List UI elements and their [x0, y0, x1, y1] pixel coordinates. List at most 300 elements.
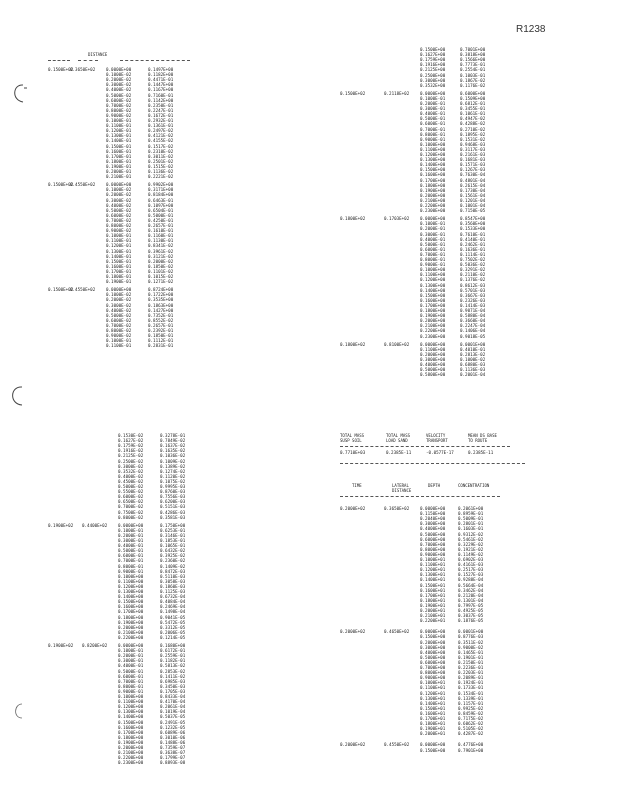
table-cell: 0.2554E-01 [460, 67, 486, 73]
table-cell: 0.1916E+00 [420, 62, 446, 68]
table-cell: 0.3291E-02 [460, 267, 486, 273]
table-cell: 0.1112E-01 [148, 338, 174, 344]
table-cell: 0.2350E-01 [148, 102, 174, 108]
table-cell: 0.8000E-02 [118, 514, 144, 520]
table-cell: 0.1125E-03 [160, 589, 186, 594]
table-cell: 0.8000E-01 [420, 257, 446, 262]
table-cell: 0.5664E-04 [458, 582, 484, 588]
table-cell: 0.9902E+00 [148, 182, 174, 188]
table-cell: 0.1200E-01 [106, 128, 132, 134]
table-cell: 0.1400E+01 [420, 700, 446, 706]
table-cell: 0.2040E+00 [420, 516, 446, 522]
table-cell: 0.5000E-02 [106, 207, 132, 213]
table-cell: 0.6463E-01 [148, 197, 174, 203]
table-cell: 0.1000E-01 [118, 648, 144, 654]
table-cell: 0.2000E+01 [420, 731, 446, 737]
table-cell: 0.3037E-05 [458, 613, 484, 619]
table-cell: 0.1509E+00 [460, 95, 486, 101]
table-cell: 0.6000E+00 [420, 659, 446, 665]
table-cell: 0.9288E-04 [458, 577, 484, 583]
table-cell: 0.0000E+00 [106, 287, 132, 293]
table-cell: 0.8000E+00 [420, 546, 446, 552]
table-cell: 0.2392E-01 [148, 328, 174, 333]
table-cell: 0.2801E-01 [458, 521, 484, 527]
table-cell: 0.1100E+01 [420, 685, 446, 691]
table-cell: 0.1000E+00 [118, 694, 144, 699]
table-cell: 0.2000E-01 [420, 101, 446, 106]
group-depth: 0.1500E+02 [48, 67, 74, 72]
table-cell: 0.1700E+01 [420, 716, 446, 721]
table-cell: 0.1414E-03 [460, 302, 486, 308]
table-cell: 0.6000E-02 [106, 212, 132, 218]
table-cell: 0.1636E-01 [460, 246, 486, 252]
table-cell: 0.5037E-05 [160, 714, 186, 720]
table-cell: 0.1571E-03 [460, 162, 486, 168]
table-cell: 0.1100E+00 [420, 272, 446, 278]
table-cell: 0.0000E+00 [118, 643, 144, 648]
group-distance: 0.8200E+02 [82, 643, 108, 648]
table-cell: 0.1150E+00 [420, 511, 446, 517]
table-cell: 0.6732E-04 [160, 594, 186, 600]
table-cell: 0.9000E-02 [106, 228, 132, 234]
table-cell: 0.1176E-02 [460, 82, 486, 88]
table-cell: 0.1267E-03 [460, 167, 486, 173]
table-cell: 0.3535E+00 [148, 297, 174, 303]
table-cell: 0.7000E-01 [118, 678, 144, 684]
table-cell: 0.1160E-01 [148, 233, 174, 239]
table-cell: 0.1200E+00 [420, 277, 446, 283]
table-cell: 0.1400E+00 [420, 162, 446, 168]
table-cell: 0.1900E-01 [106, 279, 132, 285]
table-cell: 0.1637E-02 [160, 443, 186, 449]
table-cell: 0.1101E-02 [148, 268, 174, 274]
table-cell: 0.1500E+00 [118, 599, 144, 605]
table-cell: 0.1876E-05 [458, 618, 484, 624]
group-distance: 0.4400E+02 [82, 522, 108, 528]
table-cell: 0.1114E-01 [460, 251, 486, 257]
summary-header: VELOCITY [426, 433, 446, 438]
table-cell: 0.1900E+01 [420, 602, 446, 608]
table-cell: 0.1700E-01 [106, 153, 132, 159]
table-cell: 0.1075E-02 [160, 478, 186, 484]
table-cell: 0.1530E-02 [118, 433, 144, 438]
table-cell: 0.2853E-02 [160, 668, 186, 674]
table-cell: 0.1149E-02 [458, 551, 484, 557]
table-cell: 0.0001E+00 [458, 629, 484, 635]
table-cell: 0.2831E-01 [148, 343, 174, 349]
table-cell: 0.1300E-01 [106, 248, 132, 254]
table-cell: 0.4140E-01 [460, 236, 486, 242]
table-cell: 0.4000E-01 [118, 543, 144, 549]
table-cell: 0.1500E+00 [420, 47, 446, 52]
summary-header: TRANSPORT [426, 438, 448, 443]
group-distance: 0.4550E+02 [70, 182, 96, 188]
table-cell: 0.1142E+00 [148, 97, 174, 103]
table-cell: 0.1488E-06 [160, 739, 186, 745]
table-cell: 0.2657E-01 [148, 223, 174, 228]
table-cell: 0.2559E-01 [160, 653, 186, 659]
table-cell: 0.4000E-02 [118, 473, 144, 479]
table-cell: 0.3000E-01 [420, 231, 446, 237]
table-cell: 0.9468E-03 [460, 141, 486, 147]
group-distance: 0.3650E+02 [384, 506, 410, 511]
table-cell: 0.5000E-01 [420, 116, 446, 122]
table-cell: 0.2000E+00 [118, 624, 144, 630]
table-cell: 0.2517E-03 [458, 567, 484, 573]
table-cell: 0.8459E-02 [458, 710, 484, 716]
table-cell: 0.1339E-01 [458, 695, 484, 701]
table-cell: 0.1200E+01 [420, 567, 446, 573]
table-cell: 0.9000E+00 [420, 675, 446, 681]
table-cell: 0.1003E-01 [460, 72, 486, 78]
group-depth: 0.1900E+02 [48, 643, 74, 648]
summary-header: TOTAL MASS [386, 433, 411, 438]
table-cell: 0.1500E+00 [420, 747, 446, 753]
table-cell: 0.5461E-02 [458, 536, 484, 542]
table-cell: 0.5009E-01 [458, 516, 484, 522]
table-cell: 0.7502E-02 [460, 257, 486, 262]
table-cell: 0.1900E+01 [420, 726, 446, 732]
table-cell: 0.1863E+00 [148, 302, 174, 308]
table-cell: 0.1271E-02 [148, 279, 174, 285]
table-cell: 0.6812E-01 [460, 101, 486, 106]
table-cell: 0.2326E-03 [460, 297, 486, 303]
table-cell: 0.2100E+00 [118, 629, 144, 635]
table-cell: 0.1300E+00 [420, 157, 446, 163]
table-cell: 0.1867E-02 [460, 77, 486, 83]
table-cell: 0.1000E+00 [118, 573, 144, 579]
table-cell: 0.2300E+00 [420, 208, 446, 214]
table-cell: 0.1100E+00 [118, 699, 144, 705]
group-depth: 0.1900E+02 [48, 522, 74, 528]
table-cell: 0.1000E-01 [106, 338, 132, 344]
table-cell: 0.7150E-05 [460, 208, 486, 214]
header-rule [48, 60, 70, 61]
table-cell: 0.2500E+00 [420, 72, 446, 78]
table-cell: 0.1800E-01 [106, 158, 132, 164]
table-cell: 0.0000E+00 [420, 90, 446, 96]
table-cell: 0.2125E+00 [420, 67, 446, 73]
table-cell: 0.1100E-01 [106, 343, 132, 349]
column-header: TIME [352, 483, 362, 488]
table-cell: 0.1400E+00 [420, 287, 446, 293]
table-cell: 0.1700E+00 [420, 177, 446, 183]
table-cell: 0.3532E+00 [420, 82, 446, 88]
table-cell: 0.1130E-01 [148, 238, 174, 244]
table-cell: 0.2000E+00 [420, 351, 446, 357]
table-cell: 0.6504E-01 [148, 207, 174, 213]
table-cell: 0.5110E-03 [160, 573, 186, 579]
table-cell: 0.1000E-02 [460, 356, 486, 362]
table-cell: 0.5500E-02 [118, 489, 144, 495]
table-cell: 0.1000E-01 [420, 221, 446, 227]
table-cell: 0.1733E-01 [458, 685, 484, 691]
table-cell: 0.1850E-02 [148, 263, 174, 269]
summary-value: -0.0577E-17 [426, 450, 454, 455]
table-cell: 0.1200E+01 [420, 690, 446, 696]
table-cell: 0.6000E+00 [460, 90, 486, 96]
table-cell: 0.1427E+00 [148, 307, 174, 313]
table-cell: 0.1400E+00 [118, 594, 144, 600]
table-cell: 0.1800E-01 [106, 274, 132, 279]
table-cell: 0.2500E-02 [118, 458, 144, 464]
table-cell: 0.4170E-04 [160, 699, 186, 705]
table-row [48, 635, 198, 640]
table-cell: 0.7610E-01 [460, 231, 486, 237]
table-cell: 0.1799E-07 [160, 755, 186, 761]
group-distance: 0.1703E+02 [384, 216, 410, 222]
table-cell: 0.8000E-01 [118, 563, 144, 569]
table-cell: 0.4000E+00 [420, 526, 446, 532]
table-cell: 0.9000E-01 [118, 568, 144, 574]
table-cell: 0.1895E-02 [460, 131, 486, 137]
table-cell: 0.4155E-02 [148, 138, 174, 144]
table-cell: 0.4471E-01 [148, 77, 174, 83]
table-cell: 0.5036E-02 [460, 262, 486, 268]
table-cell: 0.5000E-01 [118, 668, 144, 674]
table-cell: 0.7175E-02 [458, 716, 484, 721]
table-cell: 0.9000E-01 [420, 136, 446, 142]
table-cell: 0.1600E+00 [420, 297, 446, 303]
table-cell: 0.1000E+00 [420, 267, 446, 273]
table-cell: 0.6432E-02 [160, 548, 186, 554]
table-cell: 0.1533E+00 [460, 226, 486, 232]
table-cell: 0.8547E+00 [460, 216, 486, 222]
table-cell: 0.1700E+00 [118, 609, 144, 615]
table-cell: 0.4500E-02 [118, 478, 144, 484]
column-header-distance: DISTANCE [88, 52, 108, 57]
table-cell: 0.2100E-01 [106, 174, 132, 180]
table-cell: 0.3532E-02 [118, 468, 144, 474]
table-cell: 0.1182E+00 [148, 72, 174, 78]
table-cell: 0.1400E+01 [420, 577, 446, 583]
table-cell: 0.1000E-01 [118, 527, 144, 533]
table-row [48, 760, 198, 765]
table-cell: 0.1300E+00 [118, 709, 144, 715]
table-cell: 0.5800E+00 [420, 372, 446, 378]
table-cell: 0.1201E-04 [460, 197, 486, 203]
table-cell: 0.2001E-04 [460, 372, 486, 378]
table-cell: 0.1515E-02 [148, 163, 174, 169]
group-depth: 0.2000E+02 [340, 629, 366, 635]
table-cell: 0.2000E-02 [106, 297, 132, 303]
table-cell: 0.3560E+00 [460, 221, 486, 227]
table-cell: 0.2469E-04 [160, 604, 186, 610]
table-cell: 0.3000E-02 [106, 82, 132, 88]
table-cell: 0.1400E-01 [106, 253, 132, 259]
summary-header: LOAD SAND [386, 438, 408, 443]
column-header: CONCENTRATION [458, 483, 490, 488]
table-cell: 0.1000E-02 [106, 187, 132, 193]
table-cell: 0.5105E-02 [458, 726, 484, 732]
table-cell: 0.6089E-06 [160, 729, 186, 735]
table-cell: 0.2247E-04 [460, 323, 486, 329]
table-cell: 0.9000E-01 [420, 262, 446, 268]
table-cell: 0.8000E-02 [106, 107, 132, 113]
table-cell: 0.1900E-01 [106, 163, 132, 169]
table-row [48, 279, 198, 284]
table-cell: 0.2813E-02 [460, 351, 486, 357]
table-row [340, 208, 510, 213]
table-cell: 0.2236E-01 [458, 665, 484, 670]
summary-value: 0.2385E-11 [468, 450, 494, 455]
table-cell: 0.1000E-01 [106, 118, 132, 123]
table-row [340, 372, 510, 377]
table-cell: 0.1361E-01 [148, 123, 174, 129]
table-cell: 0.4000E+00 [420, 362, 446, 367]
table-cell: 0.3278E-01 [160, 433, 186, 438]
table-cell: 0.6200E-03 [160, 499, 186, 505]
table-cell: 0.2000E-01 [106, 169, 132, 174]
table-cell: 0.2000E-01 [118, 653, 144, 659]
table-cell: 0.4776E+00 [458, 742, 484, 748]
table-cell: 0.3511E-02 [458, 639, 484, 645]
table-cell: 0.1000E-01 [420, 95, 446, 101]
table-cell: 0.1376E-02 [460, 277, 486, 283]
table-cell: 0.7773E-01 [460, 62, 486, 68]
table-cell: 0.5000E+00 [420, 531, 446, 537]
table-cell: 0.5000E-01 [148, 212, 174, 218]
table-cell: 0.3011E-02 [148, 153, 174, 159]
table-cell: 0.1500E+01 [420, 582, 446, 588]
group-depth: 0.1500E+02 [48, 182, 74, 188]
table-cell: 0.4000E-01 [420, 236, 446, 242]
group-distance: 0.4550E+02 [70, 287, 96, 293]
table-cell: 0.1900E+00 [118, 619, 144, 625]
table-cell: 0.2100E+00 [420, 323, 446, 329]
table-cell: 0.3450E-03 [160, 683, 186, 689]
table-cell: 0.1600E-01 [106, 148, 132, 154]
table-cell: 0.2247E-01 [148, 107, 174, 113]
table-cell: 0.0000E+00 [420, 506, 446, 511]
table-cell: 0.1759E-02 [118, 443, 144, 449]
table-row [340, 334, 510, 339]
table-cell: 0.4000E+00 [420, 649, 446, 655]
table-cell: 0.1400E-01 [106, 138, 132, 144]
table-cell: 0.1136E-02 [148, 169, 174, 174]
table-cell: 0.2161E-03 [460, 152, 486, 157]
table-cell: 0.3925E-02 [160, 553, 186, 559]
group-depth: 0.1500E+02 [340, 90, 366, 96]
table-cell: 0.1853E-01 [160, 538, 186, 543]
table-cell: 0.6902E-03 [458, 557, 484, 562]
table-cell: 0.1000E-02 [106, 292, 132, 298]
group-distance: 0.4650E+02 [384, 629, 410, 635]
table-cell: 0.8000E-01 [420, 131, 446, 137]
table-cell: 0.2000E+00 [420, 192, 446, 198]
table-cell: 0.8893E-08 [160, 760, 186, 766]
table-cell: 0.1722E+00 [148, 292, 174, 298]
table-cell: 0.1527E-03 [458, 572, 484, 578]
table-cell: 0.0000E+00 [118, 522, 144, 528]
table-cell: 0.7849E-02 [160, 438, 186, 444]
table-cell: 0.1627E+00 [420, 52, 446, 58]
table-cell: 0.1566E+00 [460, 57, 486, 63]
table-cell: 0.4286E-03 [160, 509, 186, 515]
table-cell: 0.8959E-01 [458, 511, 484, 517]
table-cell: 0.1921E-02 [458, 546, 484, 552]
table-cell: 0.2491E-05 [160, 719, 186, 725]
table-cell: 0.1447E+00 [148, 82, 174, 88]
table-cell: 0.7901E+00 [458, 747, 484, 753]
group-depth: 0.1800E+02 [340, 341, 366, 347]
table-cell: 0.7000E-01 [420, 251, 446, 257]
table-cell: 0.8000E-02 [106, 223, 132, 228]
table-cell: 0.1000E+01 [420, 557, 446, 562]
table-cell: 0.1300E+01 [420, 572, 446, 578]
table-cell: 0.2061E-04 [160, 704, 186, 710]
table-cell: 0.2615E-04 [460, 182, 486, 188]
table-cell: 0.1561E-04 [460, 192, 486, 198]
table-cell: 0.3000E-02 [118, 463, 144, 469]
table-row [48, 343, 198, 348]
table-cell: 0.1100E-01 [106, 238, 132, 244]
table-cell: 0.1700E+00 [420, 302, 446, 308]
table-cell: 0.1531E-02 [460, 136, 486, 142]
table-cell: 0.4287E-02 [458, 731, 484, 737]
table-cell: 0.6253E-01 [160, 527, 186, 533]
table-cell: 0.4801E-04 [460, 177, 486, 183]
table-cell: 0.3171E+00 [148, 187, 174, 193]
table-cell: 0.1065E-01 [160, 543, 186, 549]
table-cell: 0.1214E-05 [160, 634, 186, 640]
table-cell: 0.7997E-05 [458, 602, 484, 608]
table-cell: 0.1167E+00 [148, 87, 174, 93]
group-distance: 0.2118E+02 [384, 90, 410, 96]
table-cell: 0.5000E-02 [106, 92, 132, 98]
group-distance: 0.4550E+02 [384, 742, 410, 748]
table-cell: 0.8000E-01 [118, 683, 144, 689]
table-cell: 0.1700E+01 [420, 592, 446, 598]
table-cell: 0.9018E-05 [460, 333, 486, 339]
table-cell: 0.1500E-01 [106, 258, 132, 264]
table-cell: 0.1800E+00 [420, 308, 446, 313]
table-cell: 0.7556E-03 [160, 494, 186, 500]
table-cell: 0.1036E-02 [160, 453, 186, 459]
table-cell: 0.5000E+00 [420, 654, 446, 660]
table-cell: 0.2089E-01 [458, 675, 484, 681]
group-depth: 0.1500E+02 [48, 287, 74, 293]
summary-header: TOTAL MASS [340, 433, 365, 438]
summary-rule [340, 446, 510, 447]
punch-hole-mark [6, 384, 26, 408]
table-cell: 0.1635E-02 [160, 448, 186, 454]
table-cell: 0.8776E-03 [458, 634, 484, 640]
table-cell: 0.2501E-02 [148, 158, 174, 164]
table-cell: 0.1300E-01 [106, 133, 132, 139]
table-cell: 0.1200E+00 [420, 152, 446, 157]
table-cell: 0.1850E-01 [148, 333, 174, 339]
table-cell: 0.0000E+00 [420, 341, 446, 347]
table-cell: 0.3000E-01 [420, 106, 446, 112]
summary-header: SUSP SOIL [340, 438, 362, 443]
table-cell: 0.1800E+01 [420, 597, 446, 603]
table-cell: 0.3455E-01 [460, 106, 486, 112]
table-cell: 0.6062E-02 [458, 721, 484, 727]
table-cell: 0.1300E+00 [420, 282, 446, 288]
table-cell: 0.1800E+00 [420, 182, 446, 188]
table-cell: 0.1400E+00 [118, 714, 144, 720]
table-cell: 0.3000E+00 [420, 644, 446, 650]
table-cell: 0.1000E+00 [420, 141, 446, 147]
table-cell: 0.6000E-02 [118, 494, 144, 500]
table-cell: 0.2000E-02 [148, 258, 174, 264]
table-cell: 0.8724E+00 [148, 287, 174, 293]
table-cell: 0.2360E-02 [160, 558, 186, 564]
table-cell: 0.1500E+00 [420, 167, 446, 173]
table-cell: 0.0000E+00 [106, 67, 132, 72]
table-cell: 0.6000E-02 [106, 317, 132, 323]
